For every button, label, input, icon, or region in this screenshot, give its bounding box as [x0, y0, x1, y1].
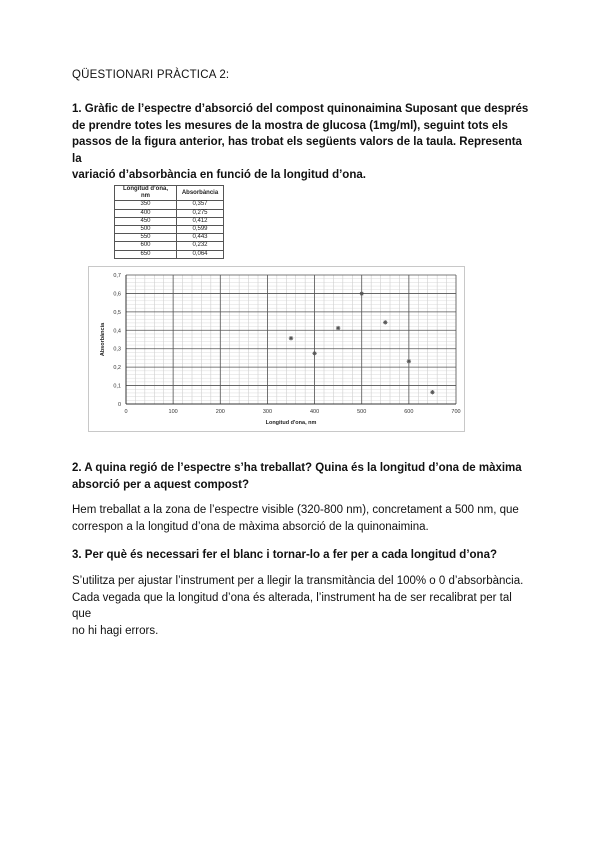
data-point [383, 320, 387, 324]
y-tick-label: 0,5 [113, 309, 121, 316]
chart-svg [89, 267, 466, 433]
y-tick-label: 0,1 [113, 383, 121, 390]
absorbance-table [114, 185, 224, 259]
table-header-wavelength: Longitud d’ona, nm [115, 186, 177, 201]
table-cell: 450 [115, 217, 177, 225]
page-title: QÜESTIONARI PRÀCTICA 2: [72, 69, 230, 81]
data-point [407, 359, 411, 363]
question-3 [72, 547, 532, 564]
table-cell: 350 [115, 201, 177, 209]
answer-3 [72, 573, 532, 639]
question-2-line: absorció per a aquest compost? [72, 478, 250, 491]
question-2-line: 2. A quina regió de l’espectre s’ha treballat? Quina és la longitud d’ona de màxima [72, 462, 522, 474]
x-tick-label: 200 [215, 409, 225, 415]
x-tick-label: 100 [168, 409, 178, 415]
data-point [289, 336, 293, 340]
answer-3-line: S’utilitza per ajustar l’instrument per a llegir la transmitància del 100% o 0 d’absorbància. [72, 575, 524, 587]
answer-3-line: no hi hagi errors. [72, 624, 159, 637]
table-cell: 0,443 [177, 234, 224, 242]
table-row [115, 201, 224, 209]
y-tick-label: 0,4 [113, 328, 121, 335]
question-1-line: 1. Gràfic de l’espectre d’absorció del compost quinonaimina Suposant que després [72, 103, 529, 115]
x-tick-label: 400 [309, 409, 320, 415]
x-tick-label: 0 [124, 409, 128, 415]
y-tick-label: 0,7 [113, 273, 121, 279]
y-tick-label: 0 [117, 402, 121, 408]
data-point [360, 291, 364, 295]
question-1-line: de prendre totes les mesures de la mostra de glucosa (1mg/ml), seguint tots els [72, 119, 508, 132]
table-cell: 0,275 [177, 209, 224, 217]
table-row [115, 226, 224, 234]
table-header-absorbance: Absorbància [177, 186, 224, 201]
table-cell: 0,599 [177, 226, 224, 234]
answer-2-line: correspon a la longitud d’ona de màxima absorció de la quinonaimina. [72, 520, 429, 533]
table-row [115, 234, 224, 242]
table-cell: 400 [115, 209, 177, 217]
table-header-row [115, 186, 224, 201]
x-tick-label: 500 [357, 409, 367, 415]
data-point [430, 390, 434, 394]
table-cell: 500 [115, 226, 177, 234]
x-tick-label: 700 [451, 409, 461, 415]
data-point [312, 351, 316, 355]
y-tick-label: 0,2 [113, 365, 121, 372]
table-cell: 0,064 [177, 250, 224, 258]
question-2 [72, 460, 532, 493]
table-row [115, 209, 224, 217]
question-1-line: variació d’absorbància en funció de la longitud d’ona. [72, 169, 366, 181]
table-row [115, 217, 224, 225]
table-cell: 600 [115, 242, 177, 250]
x-axis-label: Longitud d'ona, nm [265, 420, 317, 426]
y-tick-label: 0,6 [113, 291, 121, 298]
table-cell: 0,357 [177, 201, 224, 209]
y-axis-label: Absorbància [100, 322, 106, 357]
question-1 [72, 101, 532, 184]
data-point [336, 326, 340, 330]
y-tick-label: 0,3 [113, 346, 121, 353]
x-tick-label: 300 [262, 409, 273, 415]
answer-3-line: Cada vegada que la longitud d’ona és alterada, l’instrument ha de ser recalibrat per tal que [72, 591, 512, 620]
table-cell: 0,232 [177, 242, 224, 250]
absorbance-chart [88, 266, 465, 432]
table-cell: 650 [115, 250, 177, 258]
answer-2 [72, 502, 532, 535]
table-row [115, 242, 224, 250]
table-row [115, 250, 224, 258]
question-3-line: 3. Per què és necessari fer el blanc i tornar-lo a fer per a cada longitud d’ona? [72, 549, 497, 561]
question-1-line: passos de la figura anterior, has trobat els següents valors de la taula. Representa la [72, 136, 522, 165]
table-cell: 0,412 [177, 217, 224, 225]
answer-2-line: Hem treballat a la zona de l’espectre visible (320-800 nm), concretament a 500 nm, que [72, 504, 519, 516]
table-cell: 550 [115, 234, 177, 242]
x-tick-label: 600 [404, 409, 414, 415]
